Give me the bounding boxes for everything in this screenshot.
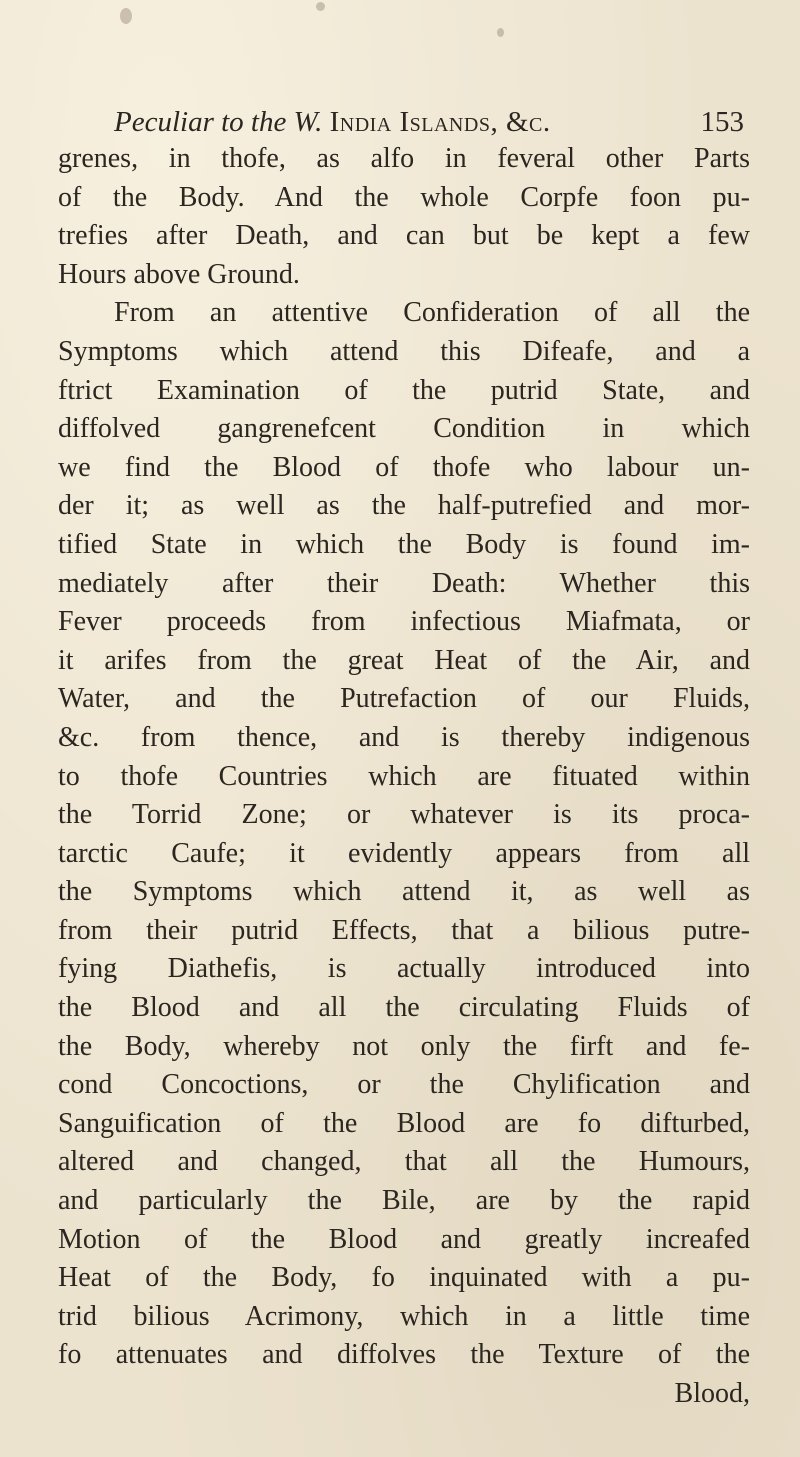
text-line: the Blood and all the circulating Fluids of <box>58 992 750 1024</box>
text-line: and particularly the Bile, are by the rapid <box>58 1185 750 1217</box>
text-line: altered and changed, that all the Humours, <box>58 1146 750 1178</box>
text-line: we find the Blood of thofe who labour un- <box>58 451 750 483</box>
catchword: Blood, <box>674 1378 750 1409</box>
text-line: tarctic Caufe; it evidently appears from all <box>58 837 750 869</box>
text-line: to thofe Countries which are fituated within <box>58 760 750 792</box>
text-line: Sanguification of the Blood are fo difturbed, <box>58 1107 750 1139</box>
text-line: ftrict Examination of the putrid State, and <box>58 374 750 406</box>
text-line: Heat of the Body, fo inquinated with a pu- <box>58 1262 750 1294</box>
text-line: Hours above Ground. <box>58 258 300 290</box>
text-line: der it; as well as the half-putrefied and mor- <box>58 490 750 522</box>
ink-smudge <box>120 8 132 24</box>
body-text <box>58 140 750 1414</box>
text-line: &c. from thence, and is thereby indigenous <box>58 721 750 753</box>
text-line: fo attenuates and diffolves the Texture of the <box>58 1339 750 1371</box>
text-line: cond Concoctions, or the Chylification and <box>58 1069 750 1101</box>
text-line: trefies after Death, and can but be kept a few <box>58 220 750 252</box>
text-line: from their putrid Effects, that a bilious putre- <box>58 914 750 946</box>
running-head-caps: India Islands, &c. <box>329 106 551 138</box>
text-line: tified State in which the Body is found im- <box>58 528 750 560</box>
text-line: Fever proceeds from infectious Miafmata, or <box>58 606 750 638</box>
text-line: grenes, in thofe, as alfo in feveral other Parts <box>58 143 750 174</box>
page-number: 153 <box>700 106 744 138</box>
text-line: From an attentive Confideration of all the <box>114 297 750 329</box>
text-line: diffolved gangrenefcent Condition in which <box>58 413 750 445</box>
text-line: Water, and the Putrefaction of our Fluids, <box>58 683 750 715</box>
running-head <box>114 103 744 141</box>
text-line: of the Body. And the whole Corpfe foon pu- <box>58 181 750 213</box>
running-head-title: Peculiar to the W. <box>114 106 323 138</box>
text-line: the Symptoms which attend it, as well as <box>58 876 750 908</box>
text-line: trid bilious Acrimony, which in a little time <box>58 1300 750 1332</box>
text-line: mediately after their Death: Whether this <box>58 567 750 599</box>
text-line: fying Diathefis, is actually introduced into <box>58 953 750 985</box>
ink-smudge <box>316 2 325 11</box>
text-line: it arifes from the great Heat of the Air, and <box>58 644 750 676</box>
ink-smudge <box>497 28 504 37</box>
text-line: the Torrid Zone; or whatever is its proca- <box>58 799 750 831</box>
text-line: the Body, whereby not only the firft and fe- <box>58 1030 750 1062</box>
text-line: Motion of the Blood and greatly increafed <box>58 1223 750 1255</box>
text-line: Symptoms which attend this Difeafe, and a <box>58 335 750 367</box>
